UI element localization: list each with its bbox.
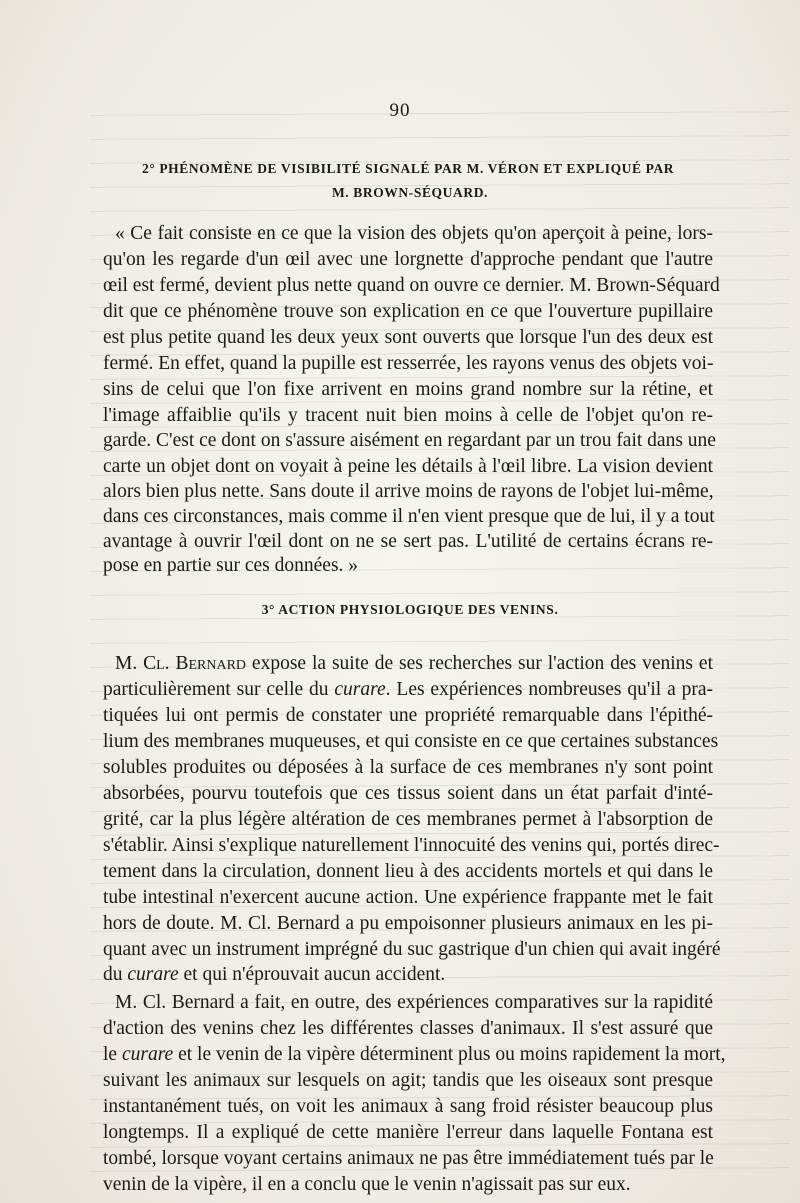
paragraph-line: sins de celui que l'on fixe arrivent en moins grand nombre sur la rétine, et	[103, 379, 713, 400]
paragraph-line: dit que ce phénomène trouve son explication en ce que l'ouverture pupillaire	[103, 301, 713, 322]
paragraph-line: hors de doute. M. Cl. Bernard a pu empoisonner plusieurs animaux en les pi-	[103, 913, 713, 934]
paragraph-line: d'action des venins chez les différentes classes d'animaux. Il s'est assuré que	[103, 1018, 713, 1039]
paragraph-line: tube intestinal n'exercent aucune action. Une expérience frappante met le fait	[103, 887, 713, 908]
paragraph-line: dans ces circonstances, mais comme il n'en vient presque que de lui, il y a tout	[103, 506, 715, 527]
section-heading-visibility-line1: 2° PHÉNOMÈNE DE VISIBILITÉ SIGNALÉ PAR M. VÉRON ET EXPLIQUÉ PAR	[142, 161, 675, 176]
paragraph-line: l'image affaiblie qu'ils y tracent nuit bien moins à celle de l'objet qu'on re-	[103, 405, 713, 426]
paragraph-line: solubles produites ou déposées à la surface de ces membranes n'y sont point	[103, 757, 713, 778]
paragraph-line: alors bien plus nette. Sans doute il arrive moins de rayons de l'objet lui-même,	[103, 481, 714, 502]
paragraph-line: absorbées, pourvu toutefois que ces tissus soient dans un état parfait d'inté-	[103, 783, 713, 804]
paragraph-line: tombé, lorsque voyant certains animaux ne pas être immédiatement tués par le	[103, 1148, 714, 1169]
emphasis-curare: curare	[334, 679, 386, 700]
paragraph-line: tiquées lui ont permis de constater une propriété remarquable dans l'épithé-	[103, 705, 713, 726]
paragraph-line: œil est fermé, devient plus nette quand on ouvre ce dernier. M. Brown-Séquard	[103, 275, 720, 296]
paragraph-line: quant avec un instrument imprégné du suc gastrique d'un chien qui avait ingéré	[103, 939, 721, 960]
paragraph-line: M. Cl. Bernard expose la suite de ses recherches sur l'action des venins et	[115, 653, 713, 674]
section-heading-venins: 3° ACTION PHYSIOLOGIQUE DES VENINS.	[261, 602, 559, 617]
paragraph-line: grité, car la plus légère altération de ces membranes permet à l'absorption de	[103, 809, 713, 830]
paragraph-line: particulièrement sur celle du curare. Les expériences nombreuses qu'il a pra-	[103, 679, 713, 700]
paragraph-line: venin de la vipère, il en a conclu que le venin n'agissait pas sur eux.	[103, 1174, 631, 1195]
paragraph-line: du curare et qui n'éprouvait aucun accident.	[103, 964, 446, 985]
paragraph-line: « Ce fait consiste en ce que la vision des objets qu'on aperçoit à peine, lors-	[115, 223, 713, 244]
emphasis-curare: curare	[127, 964, 179, 985]
paragraph-line: fermé. En effet, quand la pupille est resserrée, les rayons venus des objets voi-	[103, 353, 714, 374]
paragraph-line: qu'on les regarde d'un œil avec une lorgnette d'approche pendant que l'autre	[103, 249, 713, 270]
paragraph-line: suivant les animaux sur lesquels on agit; tandis que les oiseaux sont presque	[103, 1070, 713, 1091]
paragraph-line: M. Cl. Bernard a fait, en outre, des expériences comparatives sur la rapidité	[115, 992, 713, 1013]
paragraph-line: pose en partie sur ces données. »	[103, 555, 359, 576]
section-heading-visibility-line2: M. BROWN-SÉQUARD.	[331, 185, 489, 200]
paragraph-line: avantage à ouvrir l'œil dont on ne se sert pas. L'utilité de certains écrans re-	[103, 531, 713, 552]
paragraph-line: lium des membranes muqueuses, et qui consiste en ce que certaines substances	[103, 731, 719, 752]
emphasis-curare: curare	[121, 1044, 174, 1065]
paragraph-line: carte un objet dont on voyait à peine les détails à l'œil libre. La vision devient	[103, 456, 713, 477]
author-name: M. Cl. Bernard	[115, 653, 247, 674]
paragraph-line: le curare et le venin de la vipère déterminent plus ou moins rapidement la mort,	[103, 1044, 726, 1065]
paragraph-line: garde. C'est ce dont on s'assure aisément en regardant par un trou fait dans une	[103, 430, 716, 451]
page-number: 90	[389, 100, 411, 121]
paragraph-line: s'établir. Ainsi s'explique naturellement l'innocuité des venins qui, portés direc-	[103, 835, 720, 856]
paragraph-line: est plus petite quand les deux yeux sont ouverts que lorsque l'un des deux est	[103, 327, 713, 348]
paragraph-line: tement dans la circulation, donnent lieu à des accidents mortels et qui dans le	[103, 861, 713, 882]
paragraph-line: instantanément tués, on voit les animaux à sang froid résister beaucoup plus	[103, 1096, 713, 1117]
paragraph-line: longtemps. Il a expliqué de cette manière l'erreur dans laquelle Fontana est	[103, 1122, 713, 1143]
